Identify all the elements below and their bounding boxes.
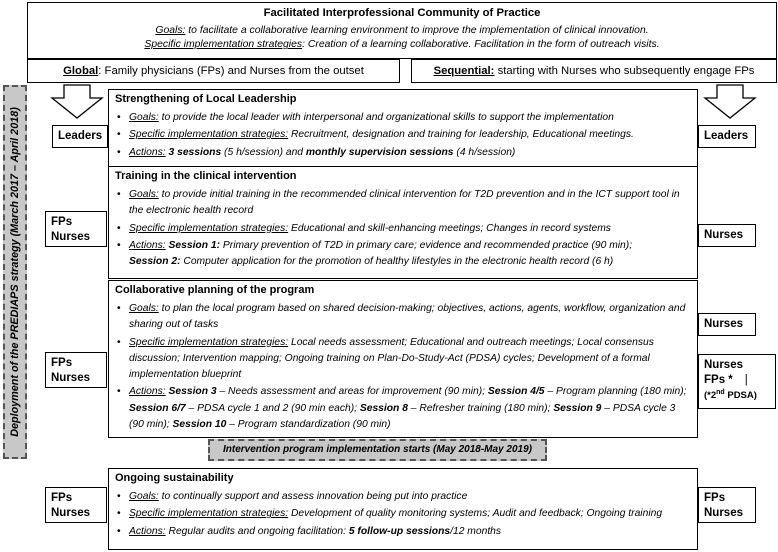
list-item: • Goals: to continually support and assess innovation being put into practice [115, 489, 691, 505]
global-approach-box [27, 59, 400, 83]
section-title: Collaborative planning of the program [115, 284, 315, 296]
left-label-leaders: Leaders [52, 125, 108, 148]
right-label-planning-nurses: Nurses [698, 313, 756, 336]
section-sustainability [108, 468, 698, 550]
global-label: Global [63, 65, 99, 77]
header-strategies-text: : Creation of a learning collaborative. Facilitation in the form of outreach visits. [302, 39, 660, 51]
list-item: • Actions: Regular audits and ongoing facilitation: 5 follow-up sessions/12 months [115, 524, 691, 540]
section-training [108, 166, 698, 279]
global-text: : Family physicians (FPs) and Nurses from the outset [98, 65, 364, 77]
left-down-arrow [50, 84, 104, 120]
pdsa-note: (*2nd PDSA) [704, 388, 757, 402]
list-item: • Specific implementation strategies: Educational and skill-enhancing meetings; Changes in record systems [115, 221, 691, 237]
right-label-sustainability-roles: FPs Nurses [698, 487, 756, 523]
left-label-planning-roles: FPs Nurses [45, 352, 107, 388]
list-item: • Goals: to plan the local program based on shared decision-making; objectives, actions, agents, workflow, organization and sharing out of tasks [115, 301, 691, 334]
list-item: • Actions: 3 sessions (5 h/session) and monthly supervision sessions (4 h/session) [115, 145, 691, 161]
header-goals [28, 24, 776, 38]
implementation-start-banner: Intervention program implementation starts (May 2018-May 2019) [208, 439, 547, 461]
header-title: Facilitated Interprofessional Community of Practice [263, 7, 541, 19]
deployment-period-label: Deployment of the PREDIAPS strategy (March 2017 – April 2018) [3, 85, 27, 459]
header-strategies [28, 38, 776, 52]
header-box [27, 2, 777, 59]
right-down-arrow [703, 84, 757, 120]
right-label-planning-roles: Nurses FPs * | (*2nd PDSA) [698, 354, 776, 409]
right-label-leaders: Leaders [698, 125, 756, 148]
list-item: • Actions: Session 3 – Needs assessment and areas for improvement (90 min); Session 4/5 – Program planning (180 min); Session 6/7 – PDSA cycle 1 and 2 (90 min each); Session 8 – Refresher training (180 min); Session 9 – PDSA cycle 3 (90 min); Session 10 – Program standardization (90 min) [115, 384, 691, 433]
left-label-sustainability-roles: FPs Nurses [45, 487, 107, 523]
right-label-training-nurses: Nurses [698, 224, 756, 247]
sequential-label: Sequential: [433, 65, 495, 77]
list-item: • Specific implementation strategies: Development of quality monitoring systems; Audit and feedback; Ongoing training [115, 506, 691, 522]
sequential-approach-box [411, 59, 777, 83]
section-title: Ongoing sustainability [115, 472, 234, 484]
list-item: • Goals: to provide initial training in the recommended clinical intervention for T2D prevention and in the ICT support tool in the electronic health record [115, 187, 691, 220]
section-planning [108, 280, 698, 438]
header-strategies-label: Specific implementation strategies [144, 39, 303, 51]
header-goals-label: Goals: [155, 25, 186, 36]
list-item: • Actions: Session 1: Primary prevention of T2D in primary care; evidence and recommended practice (90 min); Session 2: Computer application for the promotion of healthy lifestyles in the electronic health record (6 h) [115, 238, 691, 271]
list-item: • Goals: to provide the local leader with interpersonal and organizational skills to support the implementation [115, 110, 691, 126]
section-title: Training in the clinical intervention [115, 170, 297, 182]
list-item: • Specific implementation strategies: Local needs assessment; Educational and outreach meetings; Local consensus discussion; Intervention mapping; Ongoing training on Plan-Do-Study-Act (PDSA) cycles; Development of a formal implementation blueprint [115, 335, 691, 384]
section-leadership [108, 89, 698, 167]
header-goals-text: to facilitate a collaborative learning environment to improve the implementation of clinical innovation. [185, 25, 649, 36]
section-title: Strengthening of Local Leadership [115, 93, 297, 105]
list-item: • Specific implementation strategies: Recruitment, designation and training for leadership, Educational meetings. [115, 127, 691, 143]
left-label-training-roles: FPs Nurses [45, 211, 107, 247]
sequential-text: starting with Nurses who subsequently engage FPs [494, 65, 755, 77]
